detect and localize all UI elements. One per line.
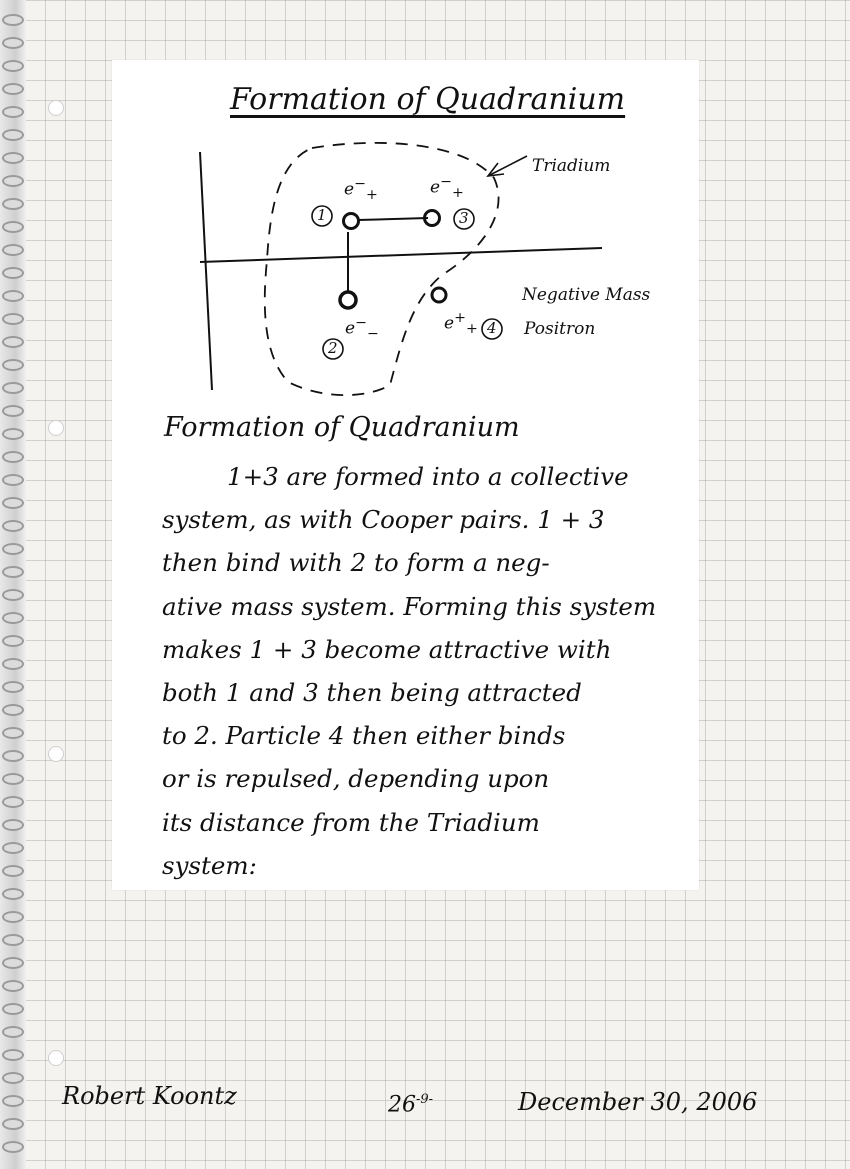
spiral-coil (2, 313, 24, 325)
spiral-coil (2, 37, 24, 49)
spiral-coil (2, 566, 24, 578)
spiral-coil (2, 428, 24, 440)
spiral-coil (2, 842, 24, 854)
spiral-coil (2, 221, 24, 233)
spiral-coil (2, 1026, 24, 1038)
body-line: both 1 and 3 then being attracted (162, 677, 582, 707)
sheet-title: Formation of Quadranium (230, 82, 626, 117)
punch-hole (48, 746, 64, 762)
spiral-coil (2, 520, 24, 532)
body-heading: Formation of Quadranium (164, 412, 520, 443)
punch-hole (48, 420, 64, 436)
spiral-coil (2, 175, 24, 187)
horizontal-axis (200, 248, 602, 262)
spiral-coil (2, 106, 24, 118)
spiral-coil (2, 497, 24, 509)
spiral-coil (2, 796, 24, 808)
particle-number: 4 (487, 319, 497, 337)
page-number: $26^{-9-}$ (388, 1092, 434, 1118)
spiral-coil (2, 152, 24, 164)
particle-number: 1 (317, 206, 327, 224)
spiral-coil (2, 405, 24, 417)
body-line: system: (162, 850, 257, 880)
spiral-coil (2, 1072, 24, 1084)
spiral-coil (2, 681, 24, 693)
body-line: then bind with 2 to form a neg- (162, 548, 550, 578)
body-line: 1+3 are formed into a collective (227, 462, 629, 491)
spiral-coil (2, 865, 24, 877)
punch-hole (48, 1050, 64, 1066)
negative-mass-label: Negative Mass (522, 285, 651, 305)
body-line: ative mass system. Forming this system (162, 591, 657, 621)
electron-label: $e^-_+$ (344, 176, 378, 204)
spiral-coil (2, 704, 24, 716)
spiral-coil (2, 934, 24, 946)
spiral-coil (2, 635, 24, 647)
spiral-coil (2, 1049, 24, 1061)
spiral-coil (2, 819, 24, 831)
spiral-coil (2, 957, 24, 969)
spiral-coil (2, 727, 24, 739)
particle-number: 2 (328, 339, 338, 357)
spiral-coil (2, 1095, 24, 1107)
spiral-coil (2, 773, 24, 785)
spiral-coil (2, 14, 24, 26)
spiral-coil (2, 382, 24, 394)
bond-line (358, 218, 428, 220)
spiral-coil (2, 589, 24, 601)
spiral-coil (2, 267, 24, 279)
spiral-coil (2, 198, 24, 210)
particle-dot (432, 288, 446, 302)
spiral-coil (2, 244, 24, 256)
spiral-coil (2, 336, 24, 348)
body-line: system, as with Cooper pairs. 1 + 3 (162, 505, 605, 535)
triadium-label: Triadium (532, 156, 611, 176)
particle-dot (344, 214, 359, 229)
spiral-coil (2, 1003, 24, 1015)
body-line: makes 1 + 3 become attractive with (162, 634, 612, 664)
positron-label: Positron (524, 319, 596, 339)
electron-label: $e^-_+$ (430, 174, 464, 202)
body-paragraph (162, 455, 692, 887)
spiral-coil (2, 980, 24, 992)
body-line: or is repulsed, depending upon (162, 764, 550, 794)
spiral-coil (2, 612, 24, 624)
spiral-coil (2, 888, 24, 900)
author-signature: Robert Koontz (62, 1082, 237, 1110)
particle-number: 3 (459, 209, 469, 227)
body-line: its distance from the Triadium (162, 807, 540, 837)
electron-label: $e^-_-$ (345, 315, 379, 343)
spiral-coil (2, 658, 24, 670)
punch-hole (48, 100, 64, 116)
spiral-coil (2, 911, 24, 923)
particle-dot (340, 292, 356, 308)
spiral-coil (2, 1141, 24, 1153)
positron-symbol: $e^+_+$ (444, 310, 478, 338)
triadium-pointer-line (488, 156, 527, 176)
spiral-coil (2, 129, 24, 141)
spiral-coil (2, 451, 24, 463)
spiral-coil (2, 750, 24, 762)
body-line: to 2. Particle 4 then either binds (162, 721, 566, 751)
vertical-axis (200, 152, 212, 390)
spiral-coil (2, 290, 24, 302)
pasted-note-sheet (112, 60, 699, 890)
spiral-coil (2, 359, 24, 371)
spiral-coil (2, 1118, 24, 1130)
spiral-coil (2, 83, 24, 95)
page-date: December 30, 2006 (518, 1088, 758, 1116)
spiral-coil (2, 474, 24, 486)
spiral-coil (2, 60, 24, 72)
spiral-coil (2, 543, 24, 555)
